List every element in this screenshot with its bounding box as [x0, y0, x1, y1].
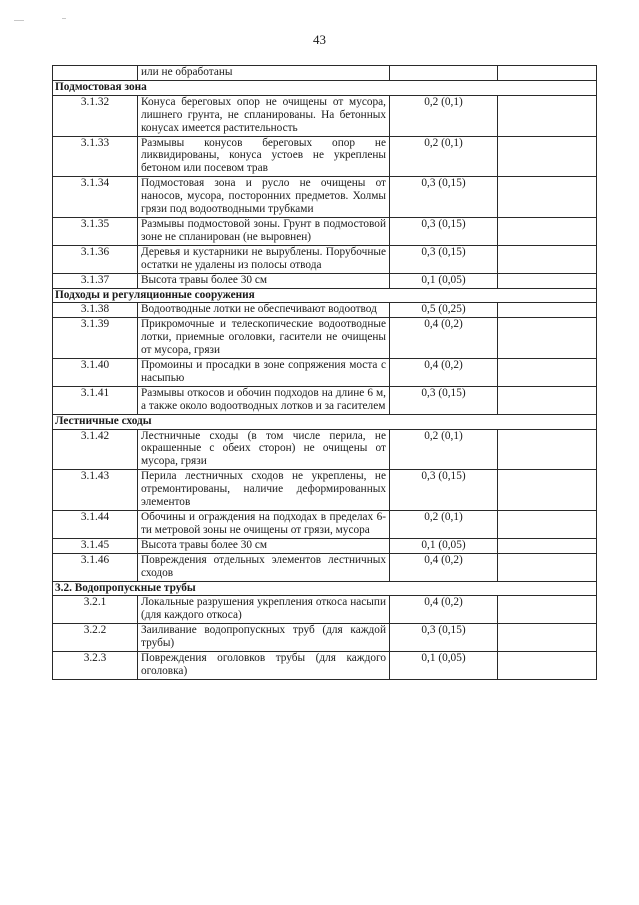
- item-number: 3.2.1: [53, 596, 138, 624]
- item-extra: [498, 177, 597, 218]
- item-number: 3.1.35: [53, 217, 138, 245]
- item-score: 0,3 (0,15): [390, 245, 498, 273]
- item-number: 3.1.41: [53, 386, 138, 414]
- item-description: Прикромочные и телескопические водоотводные лотки, приемные оголовки, гасители не очищены от мусора, грязи: [138, 318, 390, 359]
- item-number: 3.1.43: [53, 470, 138, 511]
- section-title: 3.2. Водопропускные трубы: [53, 581, 597, 596]
- item-number: [53, 66, 138, 81]
- scan-artifact-top-left: [14, 20, 24, 21]
- table-row: [53, 386, 597, 414]
- table-row: [53, 318, 597, 359]
- item-description: Высота травы более 30 см: [138, 273, 390, 288]
- item-extra: [498, 359, 597, 387]
- item-score: 0,1 (0,05): [390, 652, 498, 680]
- table-row: [53, 652, 597, 680]
- table-row: [53, 303, 597, 318]
- item-description: Размывы откосов и обочин подходов на длине 6 м, а также около водоотводных лотков и за гасителем: [138, 386, 390, 414]
- item-extra: [498, 318, 597, 359]
- item-extra: [498, 538, 597, 553]
- item-extra: [498, 429, 597, 470]
- item-extra: [498, 553, 597, 581]
- table-row: [53, 245, 597, 273]
- item-description: Подмостовая зона и русло не очищены от наносов, мусора, посторонних предметов. Холмы грязи под водоотводными трубками: [138, 177, 390, 218]
- item-number: 3.1.40: [53, 359, 138, 387]
- item-number: 3.1.45: [53, 538, 138, 553]
- item-extra: [498, 273, 597, 288]
- penalty-table: [52, 65, 597, 680]
- table-row: [53, 66, 597, 81]
- item-number: 3.2.3: [53, 652, 138, 680]
- table-row: [53, 470, 597, 511]
- item-score: 0,1 (0,05): [390, 273, 498, 288]
- item-description: Повреждения оголовков трубы (для каждого оголовка): [138, 652, 390, 680]
- section-title: Подходы и регуляционные сооружения: [53, 288, 597, 303]
- item-number: 3.2.2: [53, 624, 138, 652]
- item-description: Промоины и просадки в зоне сопряжения моста с насыпью: [138, 359, 390, 387]
- item-number: 3.1.42: [53, 429, 138, 470]
- section-header-row: [53, 80, 597, 95]
- section-header-row: [53, 288, 597, 303]
- table-row: [53, 538, 597, 553]
- table-row: [53, 95, 597, 136]
- table-row: [53, 596, 597, 624]
- table-row: [53, 177, 597, 218]
- item-extra: [498, 470, 597, 511]
- scan-artifact-top-left-2: [62, 18, 66, 19]
- item-number: 3.1.32: [53, 95, 138, 136]
- section-header-row: [53, 414, 597, 429]
- item-score: 0,3 (0,15): [390, 386, 498, 414]
- section-header-row: [53, 581, 597, 596]
- item-score: 0,2 (0,1): [390, 511, 498, 539]
- item-score: 0,4 (0,2): [390, 359, 498, 387]
- item-score: 0,4 (0,2): [390, 553, 498, 581]
- item-description: Локальные разрушения укрепления откоса насыпи (для каждого откоса): [138, 596, 390, 624]
- item-extra: [498, 652, 597, 680]
- item-extra: [498, 136, 597, 177]
- table-row: [53, 553, 597, 581]
- item-extra: [498, 386, 597, 414]
- item-description: Конуса береговых опор не очищены от мусора, лишнего грунта, не спланированы. На бетонных конусах имеется растительность: [138, 95, 390, 136]
- item-score: 0,3 (0,15): [390, 177, 498, 218]
- item-score: 0,4 (0,2): [390, 318, 498, 359]
- item-description: Деревья и кустарники не вырублены. Порубочные остатки не удалены из полосы отвода: [138, 245, 390, 273]
- table-body: [53, 66, 597, 680]
- item-description: Повреждения отдельных элементов лестничных сходов: [138, 553, 390, 581]
- item-description: Лестничные сходы (в том числе перила, не окрашенные с обеих сторон) не очищены от мусора, грязи: [138, 429, 390, 470]
- item-description: Водоотводные лотки не обеспечивают водоотвод: [138, 303, 390, 318]
- item-number: 3.1.36: [53, 245, 138, 273]
- item-score: 0,3 (0,15): [390, 470, 498, 511]
- item-score: 0,3 (0,15): [390, 217, 498, 245]
- item-extra: [498, 511, 597, 539]
- item-score: 0,2 (0,1): [390, 429, 498, 470]
- item-score: [390, 66, 498, 81]
- table-row: [53, 136, 597, 177]
- item-description: Размывы подмостовой зоны. Грунт в подмостовой зоне не спланирован (не выровнен): [138, 217, 390, 245]
- item-description: Перила лестничных сходов не укреплены, не отремонтированы, наличие деформированных элементов: [138, 470, 390, 511]
- item-extra: [498, 95, 597, 136]
- item-number: 3.1.33: [53, 136, 138, 177]
- item-description: Размывы конусов береговых опор не ликвидированы, конуса устоев не укреплены бетоном или посевом трав: [138, 136, 390, 177]
- item-description: Заиливание водопропускных труб (для каждой трубы): [138, 624, 390, 652]
- item-description: Обочины и ограждения на подходах в пределах 6-ти метровой зоны не очищены от грязи, мусора: [138, 511, 390, 539]
- item-number: 3.1.46: [53, 553, 138, 581]
- item-number: 3.1.44: [53, 511, 138, 539]
- item-score: 0,1 (0,05): [390, 538, 498, 553]
- table-row: [53, 359, 597, 387]
- item-extra: [498, 596, 597, 624]
- item-score: 0,4 (0,2): [390, 596, 498, 624]
- section-title: Лестничные сходы: [53, 414, 597, 429]
- item-score: 0,2 (0,1): [390, 136, 498, 177]
- item-number: 3.1.37: [53, 273, 138, 288]
- item-description: Высота травы более 30 см: [138, 538, 390, 553]
- item-extra: [498, 245, 597, 273]
- item-description: или не обработаны: [138, 66, 390, 81]
- item-extra: [498, 217, 597, 245]
- item-extra: [498, 303, 597, 318]
- table-row: [53, 429, 597, 470]
- table-row: [53, 217, 597, 245]
- item-score: 0,2 (0,1): [390, 95, 498, 136]
- item-score: 0,3 (0,15): [390, 624, 498, 652]
- table-row: [53, 511, 597, 539]
- item-number: 3.1.34: [53, 177, 138, 218]
- item-number: 3.1.38: [53, 303, 138, 318]
- item-score: 0,5 (0,25): [390, 303, 498, 318]
- table-row: [53, 624, 597, 652]
- section-title: Подмостовая зона: [53, 80, 597, 95]
- item-number: 3.1.39: [53, 318, 138, 359]
- page-number: 43: [313, 32, 326, 47]
- table-row: [53, 273, 597, 288]
- item-extra: [498, 624, 597, 652]
- item-extra: [498, 66, 597, 81]
